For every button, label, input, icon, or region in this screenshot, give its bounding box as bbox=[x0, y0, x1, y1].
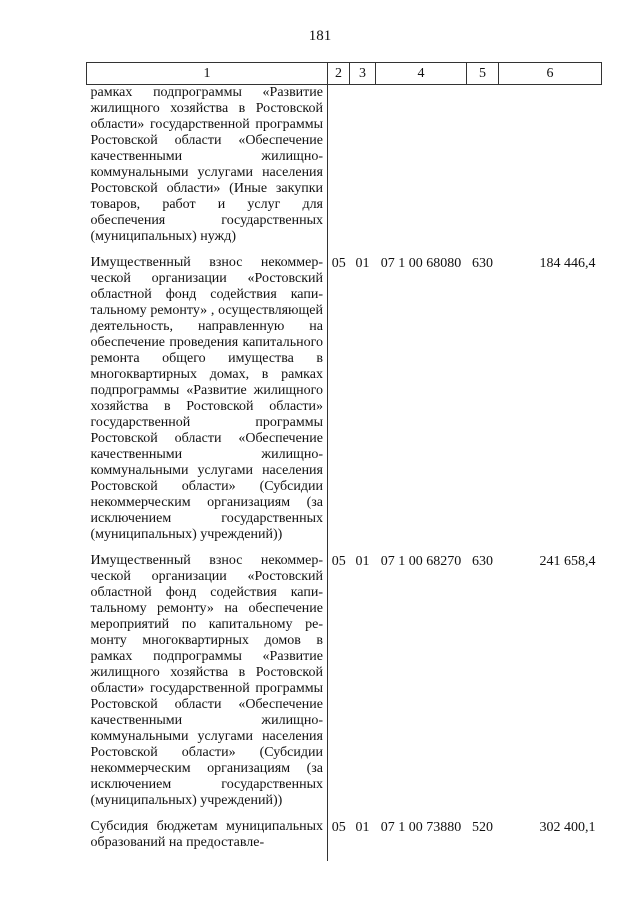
header-row bbox=[87, 63, 602, 85]
row-section: 05 bbox=[331, 256, 346, 271]
header-col-6: 6 bbox=[499, 63, 602, 85]
table-header bbox=[87, 63, 602, 85]
header-col-2: 2 bbox=[328, 63, 350, 85]
row-amount: 302 400,1 bbox=[539, 820, 596, 835]
row-section bbox=[328, 85, 350, 256]
table-row bbox=[87, 255, 602, 553]
row-amount: 184 446,4 bbox=[539, 256, 596, 271]
row-target-code: 07 1 00 68080 bbox=[380, 256, 462, 271]
row-target-code: 07 1 00 68270 bbox=[380, 554, 462, 569]
header-col-5: 5 bbox=[467, 63, 499, 85]
row-description: Имущественный взнос некоммерческой организации «Ростовский областной фонд содействия капитальному ремонту» , осуществляющей деятельность, направленную на обеспечение проведения капитального ремонта общего имущества в многоквартирных домах, в рамках подпрограммы «Развитие жилищного хозяйства в Ростовской области» государственной программы Ростовской области «Обеспечение качественными жилищно-коммунальными услугами населения Ростовской области» (Субсидии некоммерческим организациям (за исключением государственных (муниципальных) учреждений)) bbox=[87, 255, 328, 553]
row-amount bbox=[499, 85, 602, 256]
row-subsection: 01 bbox=[355, 554, 370, 569]
header-col-4: 4 bbox=[376, 63, 467, 85]
row-expense-type: 630 bbox=[472, 256, 493, 271]
row-description: Субсидия бюджетам муниципальных образований на предоставле- bbox=[87, 819, 328, 861]
row-expense-type: 630 bbox=[472, 554, 493, 569]
row-amount: 241 658,4 bbox=[539, 554, 596, 569]
header-col-3: 3 bbox=[350, 63, 376, 85]
row-expense-type bbox=[467, 85, 499, 256]
row-target-code: 07 1 00 73880 bbox=[380, 820, 462, 835]
row-target-code bbox=[376, 85, 467, 256]
header-col-1: 1 bbox=[87, 63, 328, 85]
budget-table bbox=[86, 62, 602, 861]
table-body bbox=[87, 85, 602, 862]
row-section: 05 bbox=[331, 820, 346, 835]
table-row bbox=[87, 819, 602, 861]
row-section: 05 bbox=[331, 554, 346, 569]
table-row bbox=[87, 85, 602, 256]
row-expense-type: 520 bbox=[472, 820, 493, 835]
row-subsection: 01 bbox=[355, 256, 370, 271]
table-row bbox=[87, 553, 602, 819]
row-description: рамках подпрограммы «Развитие жилищного хозяйства в Ростовской области» государственной программы Ростовской области «Обеспечение качественными жилищно-коммунальными услугами населения Ростовской области» (Иные закупки товаров, работ и услуг для обеспечения государственных (муниципальных) нужд) bbox=[87, 85, 328, 256]
page-number: 181 bbox=[308, 28, 332, 44]
row-subsection bbox=[350, 85, 376, 256]
row-description: Имущественный взнос некоммерческой организации «Ростовский областной фонд содействия капитальному ремонту» на обеспечение мероприятий по капитальному ремонту многоквартирных домов в рамках подпрограммы «Развитие жилищного хозяйства в Ростовской области» государственной программы Ростовской области «Обеспечение качественными жилищно-коммунальными услугами населения Ростовской области» (Субсидии некоммерческим организациям (за исключением государственных (муниципальных) учреждений)) bbox=[87, 553, 328, 819]
row-subsection: 01 bbox=[355, 820, 370, 835]
